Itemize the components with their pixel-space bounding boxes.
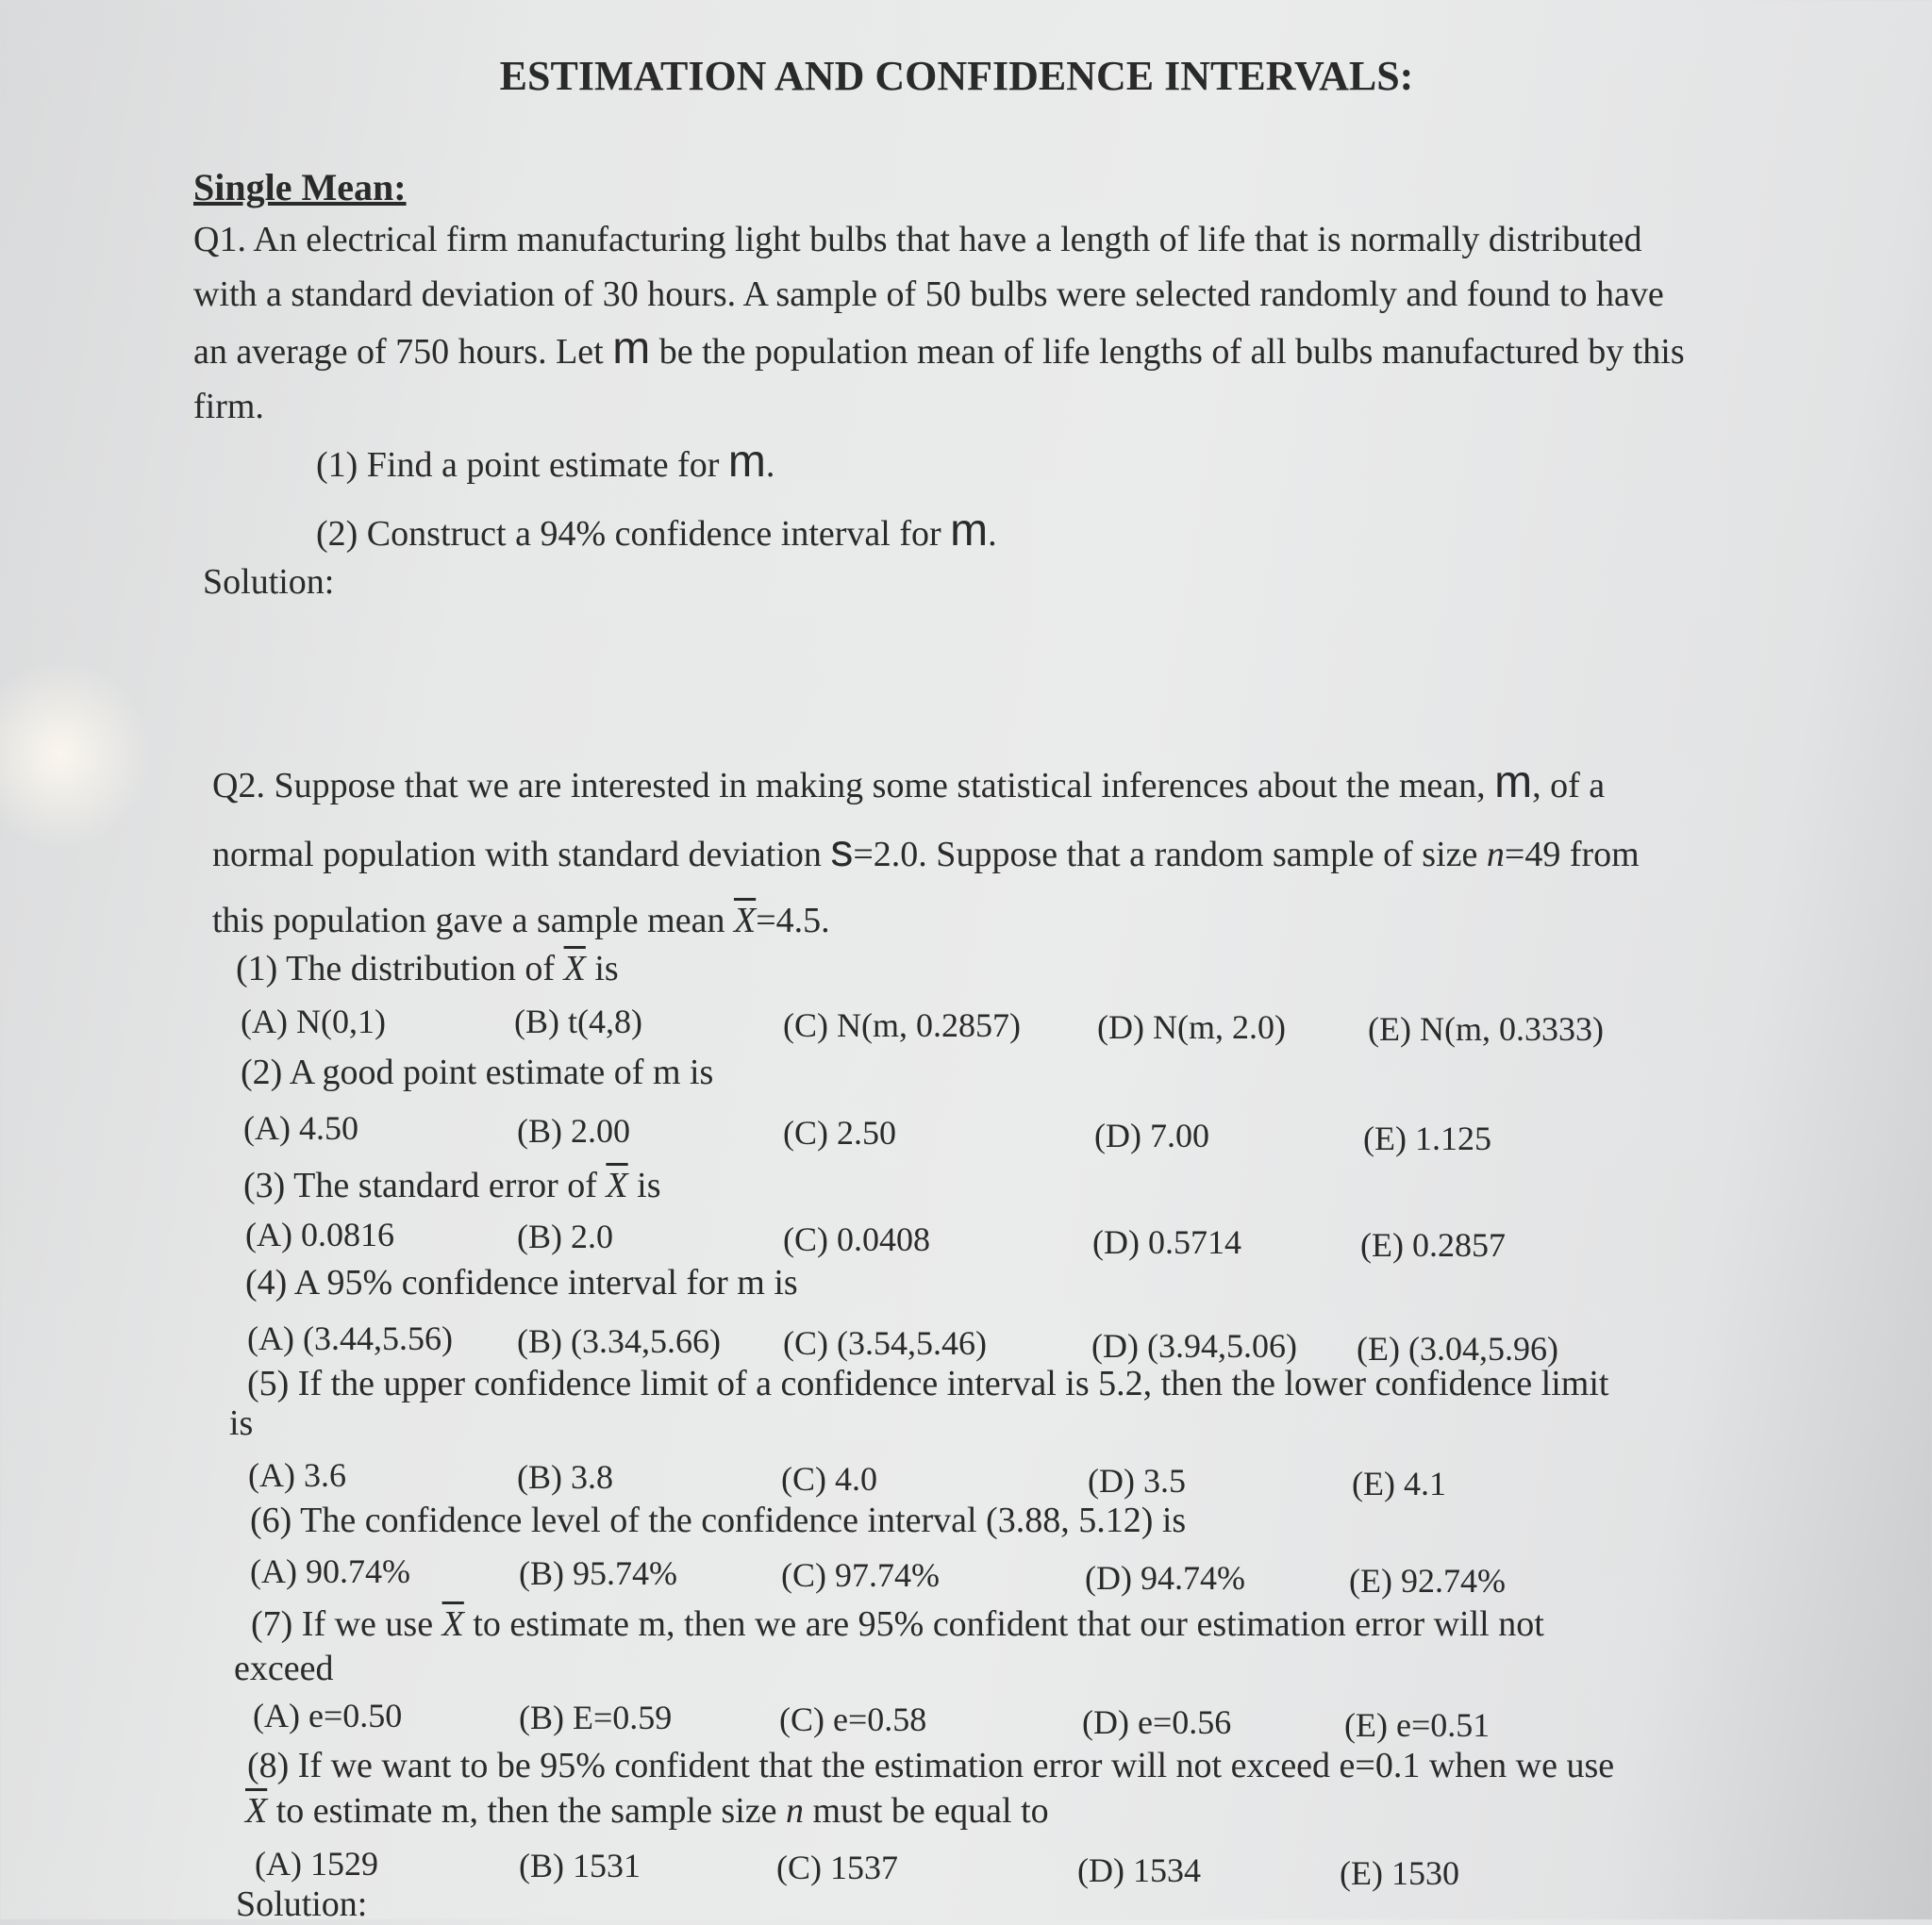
q2-6-option-c: (C) 97.74% bbox=[781, 1556, 940, 1594]
q2-2-option-d: (D) 7.00 bbox=[1094, 1117, 1209, 1154]
q2-question-5: (5) If the upper confidence limit of a confidence interval is 5.2, then the lower confidence limit bbox=[247, 1364, 1609, 1403]
q2-question-7: (7) If we use $\overline{X}$ to estimate m, then we are 95% confident that our estimation error will not bbox=[251, 1604, 1544, 1644]
q2-5-option-e: (E) 4.1 bbox=[1352, 1465, 1446, 1502]
section-heading: Single Mean: bbox=[193, 166, 407, 208]
q2-question-4: (4) A 95% confidence interval for m is bbox=[245, 1263, 798, 1303]
q2-5-option-a: (A) 3.6 bbox=[248, 1456, 346, 1494]
q1-part-2: (2) Construct a 94% confidence interval for m. bbox=[316, 506, 997, 556]
q2-7-option-b: (B) E=0.59 bbox=[519, 1699, 673, 1736]
q2-1-option-d: (D) N(m, 2.0) bbox=[1097, 1008, 1286, 1046]
q2-3-option-a: (A) 0.0816 bbox=[245, 1216, 394, 1253]
light-glare bbox=[0, 660, 151, 849]
q2-2-option-a: (A) 4.50 bbox=[243, 1109, 358, 1147]
q2-3-option-b: (B) 2.0 bbox=[517, 1218, 613, 1255]
q2-1-option-a: (A) N(0,1) bbox=[241, 1003, 386, 1040]
q2-question-1: (1) The distribution of $\overline{X}$ is bbox=[236, 949, 619, 988]
q2-6-option-e: (E) 92.74% bbox=[1349, 1562, 1506, 1600]
q2-question-7-cont: exceed bbox=[234, 1649, 334, 1688]
q2-6-option-a: (A) 90.74% bbox=[250, 1552, 410, 1590]
q2-question-5-cont: is bbox=[229, 1403, 254, 1443]
q2-3-option-e: (E) 0.2857 bbox=[1360, 1226, 1506, 1264]
q2-text: Q2. Suppose that we are interested in making some statistical inferences about the mean, m, of a normal population with standard deviation s=2.0. Suppose that a random sample of size n=49 from this population gave a sample mean $\overline{X}=4.5$. bbox=[212, 757, 1640, 940]
q2-8-option-e: (E) 1530 bbox=[1340, 1854, 1459, 1892]
q2-question-3: (3) The standard error of $\overline{X}$ is bbox=[243, 1166, 661, 1205]
q2-4-option-a: (A) (3.44,5.56) bbox=[247, 1319, 453, 1357]
q2-4-option-e: (E) (3.04,5.96) bbox=[1357, 1330, 1558, 1368]
q1-part-1: (1) Find a point estimate for m. bbox=[316, 437, 775, 487]
q2-7-option-a: (A) e=0.50 bbox=[253, 1697, 403, 1734]
q2-5-option-c: (C) 4.0 bbox=[781, 1460, 877, 1498]
q2-question-6: (6) The confidence level of the confidence interval (3.88, 5.12) is bbox=[250, 1501, 1187, 1540]
q2-7-option-d: (D) e=0.56 bbox=[1082, 1703, 1232, 1741]
q2-8-option-b: (B) 1531 bbox=[519, 1847, 641, 1884]
q2-6-option-d: (D) 94.74% bbox=[1085, 1559, 1245, 1597]
q2-5-option-d: (D) 3.5 bbox=[1088, 1462, 1186, 1500]
q2-4-option-b: (B) (3.34,5.66) bbox=[517, 1322, 721, 1360]
q2-1-option-b: (B) t(4,8) bbox=[514, 1003, 642, 1040]
q2-3-option-d: (D) 0.5714 bbox=[1092, 1223, 1241, 1261]
q1-solution-label: Solution: bbox=[203, 562, 335, 602]
q2-1-option-c: (C) N(m, 0.2857) bbox=[783, 1006, 1021, 1044]
q2-4-option-c: (C) (3.54,5.46) bbox=[783, 1324, 987, 1362]
q2-2-option-e: (E) 1.125 bbox=[1363, 1120, 1491, 1157]
q2-5-option-b: (B) 3.8 bbox=[517, 1458, 613, 1496]
q2-1-option-e: (E) N(m, 0.3333) bbox=[1368, 1010, 1604, 1048]
q2-question-8: (8) If we want to be 95% confident that the estimation error will not exceed e=0.1 when we use bbox=[247, 1746, 1615, 1785]
q2-8-option-c: (C) 1537 bbox=[776, 1849, 898, 1886]
q1-text: Q1. An electrical firm manufacturing light bulbs that have a length of life that is normally distributed with a standard deviation of 30 hours. A sample of 50 bulbs were selected randomly and found to have an average of 750 hours. Let m be the population mean of life lengths of all bulbs manufactured by this firm. bbox=[193, 220, 1685, 426]
q2-7-option-c: (C) e=0.58 bbox=[779, 1701, 927, 1738]
q2-8-option-d: (D) 1534 bbox=[1077, 1851, 1201, 1889]
q2-2-option-c: (C) 2.50 bbox=[783, 1114, 896, 1152]
q2-solution-label: Solution: bbox=[236, 1884, 368, 1924]
q2-4-option-d: (D) (3.94,5.06) bbox=[1091, 1327, 1297, 1365]
q2-3-option-c: (C) 0.0408 bbox=[783, 1220, 930, 1258]
symbol-m: m bbox=[612, 324, 651, 373]
q2-8-option-a: (A) 1529 bbox=[255, 1845, 378, 1883]
q2-2-option-b: (B) 2.00 bbox=[517, 1112, 630, 1150]
q2-7-option-e: (E) e=0.51 bbox=[1344, 1706, 1491, 1744]
q2-6-option-b: (B) 95.74% bbox=[519, 1554, 677, 1592]
page-title: ESTIMATION AND CONFIDENCE INTERVALS: bbox=[499, 53, 1414, 99]
q2-question-2: (2) A good point estimate of m is bbox=[241, 1053, 714, 1092]
q2-question-8-cont: $\overline{X}$ to estimate m, then the sample size n must be equal to bbox=[245, 1791, 1049, 1831]
